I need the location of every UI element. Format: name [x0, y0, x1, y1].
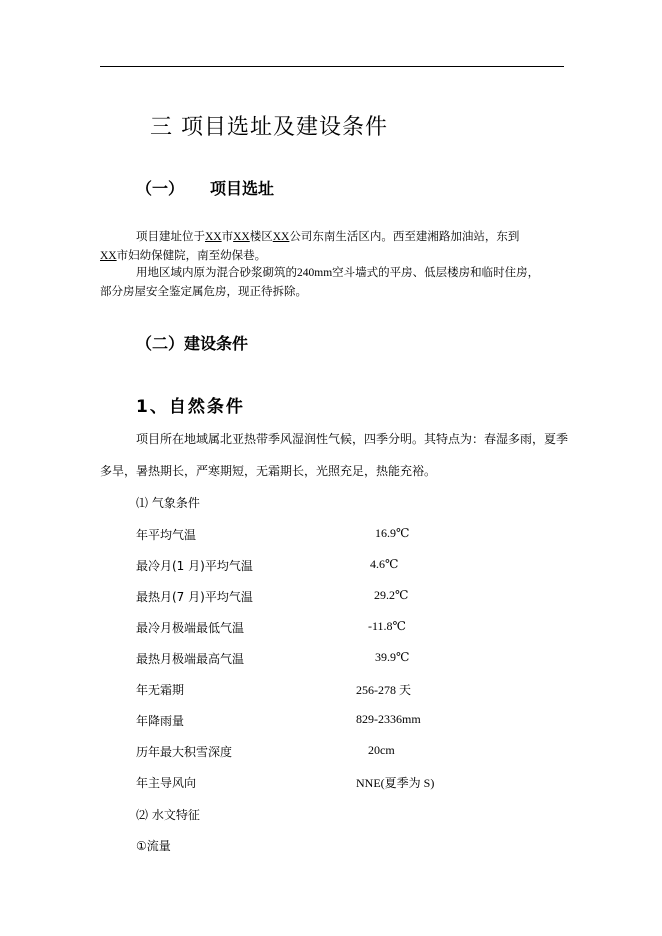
text-run: 市妇幼保健院，南至幼保巷。	[116, 248, 267, 262]
placeholder-xx: XX	[205, 231, 222, 243]
placeholder-xx: XX	[233, 231, 250, 243]
placeholder-xx: XX	[100, 250, 117, 262]
section-1-title: 项目选址	[210, 179, 275, 198]
weather-value: -11.8℃	[368, 619, 406, 633]
weather-label: 最冷月(1 月)平均气温	[136, 559, 253, 573]
weather-label: 年主导风向	[136, 776, 197, 790]
climate-paragraph-line-1: 项目所在地域属北亚热带季风湿润性气候，四季分明。其特点为：春湿多雨，夏季	[136, 432, 569, 446]
subsection-1-heading: 1、自然条件	[136, 397, 245, 417]
wall-thickness: 240mm	[297, 267, 333, 279]
weather-heading: ⑴ 气象条件	[136, 496, 200, 510]
weather-value: 20cm	[368, 743, 395, 757]
weather-value: NNE(夏季为 S)	[356, 776, 435, 790]
weather-value: 4.6℃	[370, 557, 399, 571]
weather-label: 年平均气温	[136, 528, 197, 542]
climate-paragraph-line-2: 多旱，暑热期长，严寒期短，无霜期长，光照充足，热能充裕。	[100, 464, 437, 478]
chapter-title: 三 项目选址及建设条件	[150, 115, 388, 140]
weather-value: 256-278 天	[356, 683, 411, 697]
weather-value: 16.9℃	[375, 526, 410, 540]
site-paragraph-line-1	[136, 228, 519, 244]
site-paragraph-line-4: 部分房屋安全鉴定属危房，现正待拆除。	[100, 284, 307, 298]
text-run: 空斗墙式的平房、低层楼房和临时住房，	[332, 265, 540, 279]
section-1-heading	[136, 176, 274, 199]
site-paragraph-line-2	[100, 247, 266, 263]
section-1-number: （一）	[136, 179, 185, 198]
weather-label: 最冷月极端最低气温	[136, 621, 245, 635]
text-run: 项目建址位于	[136, 229, 205, 243]
header-rule	[100, 66, 564, 67]
weather-label: 最热月(7 月)平均气温	[136, 590, 253, 604]
weather-value: 39.9℃	[375, 650, 410, 664]
weather-label: 年降雨量	[136, 714, 185, 728]
hydro-heading: ⑵ 水文特征	[136, 808, 200, 822]
weather-value: 29.2℃	[374, 588, 409, 602]
section-2-heading: （二）建设条件	[136, 334, 249, 353]
weather-value: 829-2336mm	[356, 712, 421, 726]
site-paragraph-line-3	[136, 264, 539, 280]
flow-heading: ①流量	[136, 839, 171, 853]
weather-label: 历年最大积雪深度	[136, 745, 233, 759]
text-run: 楼区	[249, 229, 273, 243]
placeholder-xx: XX	[272, 231, 290, 243]
text-run: 市	[221, 229, 234, 243]
weather-label: 年无霜期	[136, 683, 185, 697]
text-run: 公司东南生活区内。西至建湘路加油站，东到	[289, 229, 520, 243]
weather-label: 最热月极端最高气温	[136, 652, 245, 666]
text-run: 用地区域内原为混合砂浆砌筑的	[136, 265, 297, 279]
